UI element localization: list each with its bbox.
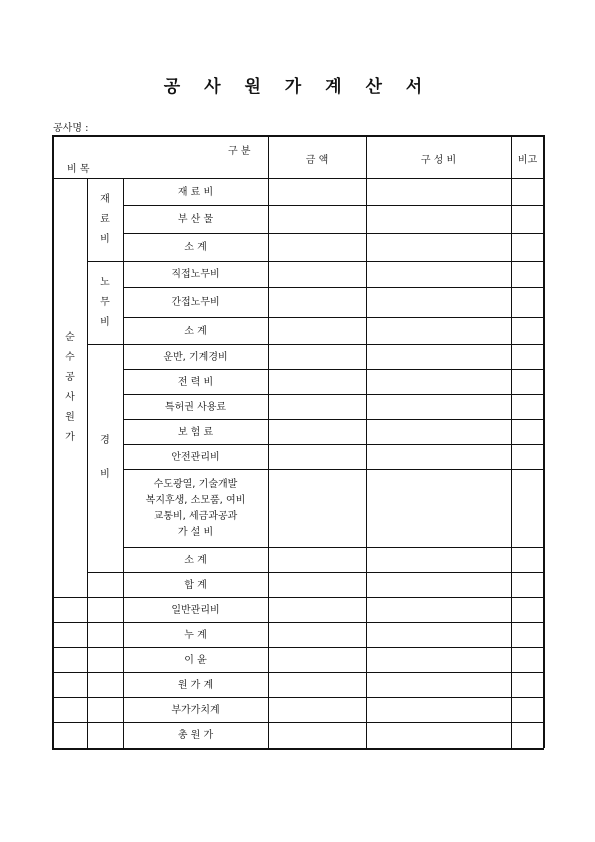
header-amount: 금 액: [305, 155, 329, 166]
group-label-char: 노: [100, 276, 110, 288]
group-label-material-cost: [88, 190, 122, 250]
composition-cell[interactable]: [367, 623, 511, 647]
composition-cell[interactable]: [367, 206, 511, 233]
composition-cell[interactable]: [367, 395, 511, 419]
group-label-char: 순: [65, 331, 75, 343]
group-label-char: 비: [100, 469, 110, 480]
composition-cell[interactable]: [367, 470, 511, 547]
amount-cell[interactable]: [269, 648, 366, 672]
remarks-cell[interactable]: [512, 370, 543, 394]
remarks-cell[interactable]: [512, 445, 543, 469]
remarks-cell[interactable]: [512, 262, 543, 287]
row-label: 소 계: [184, 242, 207, 253]
row-label: 운반, 기계경비: [163, 351, 228, 363]
group-label-char: 료: [100, 213, 110, 225]
group-label-char: 수: [65, 351, 75, 363]
row-label: 소 계: [184, 554, 207, 566]
cost-statement-table: [52, 135, 544, 749]
row-label: 보 험 료: [177, 426, 214, 438]
composition-cell[interactable]: [367, 598, 511, 622]
row-label: 특허권 사용료: [164, 401, 227, 413]
row-label: 일반관리비: [171, 604, 220, 616]
row-label: 합 계: [184, 579, 207, 591]
remarks-cell[interactable]: [512, 548, 543, 572]
amount-cell[interactable]: [269, 548, 366, 572]
group-label-char: 무: [100, 296, 110, 308]
row-label: 부가가치계: [171, 704, 220, 716]
composition-cell[interactable]: [367, 723, 511, 748]
document-title: 공 사 원 가 계 산 서: [163, 77, 432, 97]
amount-cell[interactable]: [269, 318, 366, 344]
composition-cell[interactable]: [367, 318, 511, 344]
remarks-cell[interactable]: [512, 234, 543, 261]
row-label: 부 산 물: [177, 214, 214, 225]
remarks-cell[interactable]: [512, 723, 543, 748]
header-item-label: 비 목: [67, 164, 90, 175]
group-label-char: 사: [65, 391, 75, 403]
group-label-char: 원: [65, 411, 75, 423]
amount-cell[interactable]: [269, 370, 366, 394]
composition-cell[interactable]: [367, 648, 511, 672]
column-divider-subgroup: [87, 178, 88, 748]
composition-cell[interactable]: [367, 698, 511, 722]
amount-cell[interactable]: [269, 179, 366, 205]
remarks-cell[interactable]: [512, 698, 543, 722]
remarks-cell[interactable]: [512, 648, 543, 672]
composition-cell[interactable]: [367, 288, 511, 317]
amount-cell[interactable]: [269, 598, 366, 622]
row-label: 재 료 비: [177, 186, 214, 198]
row-label: 총 원 가: [177, 730, 214, 741]
amount-cell[interactable]: [269, 470, 366, 547]
amount-cell[interactable]: [269, 395, 366, 419]
amount-cell[interactable]: [269, 288, 366, 317]
composition-cell[interactable]: [367, 673, 511, 697]
header-composition: 구 성 비: [420, 155, 457, 166]
group-label-labor-cost: [88, 273, 122, 333]
group-label-char: 경: [100, 435, 110, 446]
composition-cell[interactable]: [367, 262, 511, 287]
project-name-field: [53, 119, 93, 134]
table-border-top: [52, 135, 544, 137]
row-label: 누 계: [184, 629, 207, 641]
amount-cell[interactable]: [269, 420, 366, 444]
table-border-bottom: [52, 748, 544, 750]
remarks-cell[interactable]: [512, 395, 543, 419]
remarks-cell[interactable]: [512, 623, 543, 647]
remarks-cell[interactable]: [512, 288, 543, 317]
composition-cell[interactable]: [367, 573, 511, 597]
composition-cell[interactable]: [367, 370, 511, 394]
row-label: 간접노무비: [171, 297, 220, 308]
row-label: 안전관리비: [171, 451, 220, 463]
row-label: 이 윤: [184, 654, 207, 666]
amount-cell[interactable]: [269, 445, 366, 469]
group-label-char: 공: [65, 371, 75, 383]
amount-cell[interactable]: [269, 573, 366, 597]
remarks-cell[interactable]: [512, 673, 543, 697]
amount-cell[interactable]: [269, 623, 366, 647]
remarks-cell[interactable]: [512, 318, 543, 344]
composition-cell[interactable]: [367, 345, 511, 369]
row-label: 원 가 계: [177, 679, 214, 691]
amount-cell[interactable]: [269, 234, 366, 261]
composition-cell[interactable]: [367, 548, 511, 572]
remarks-cell[interactable]: [512, 179, 543, 205]
group-label-expense: [88, 424, 122, 492]
composition-cell[interactable]: [367, 179, 511, 205]
remarks-cell[interactable]: [512, 206, 543, 233]
amount-cell[interactable]: [269, 345, 366, 369]
amount-cell[interactable]: [269, 673, 366, 697]
row-label: 직접노무비: [171, 269, 220, 280]
header-remarks: 비고: [517, 155, 538, 166]
row-label: 전 력 비: [177, 376, 214, 388]
row-label: 수도광열, 기술개발 복지후생, 소모품, 여비 교통비, 세금과공과 가 설 비: [145, 479, 246, 538]
table-border-right: [543, 135, 545, 748]
amount-cell[interactable]: [269, 698, 366, 722]
group-label-char: 가: [65, 431, 75, 443]
header-category-label: 구 분: [228, 146, 251, 157]
group-label-char: 비: [100, 233, 110, 245]
remarks-cell[interactable]: [512, 598, 543, 622]
table-border-left: [52, 135, 54, 748]
composition-cell[interactable]: [367, 445, 511, 469]
group-label-char: 재: [100, 193, 110, 205]
amount-cell[interactable]: [269, 262, 366, 287]
composition-cell[interactable]: [367, 234, 511, 261]
remarks-cell[interactable]: [512, 470, 543, 547]
row-label: 소 계: [184, 325, 207, 337]
remarks-cell[interactable]: [512, 420, 543, 444]
composition-cell[interactable]: [367, 420, 511, 444]
amount-cell[interactable]: [269, 206, 366, 233]
remarks-cell[interactable]: [512, 345, 543, 369]
remarks-cell[interactable]: [512, 573, 543, 597]
group-label-char: 비: [100, 316, 110, 328]
project-name-label: 공사명 :: [53, 123, 89, 134]
group-label-pure-construction-cost: [53, 328, 87, 448]
amount-cell[interactable]: [269, 723, 366, 748]
